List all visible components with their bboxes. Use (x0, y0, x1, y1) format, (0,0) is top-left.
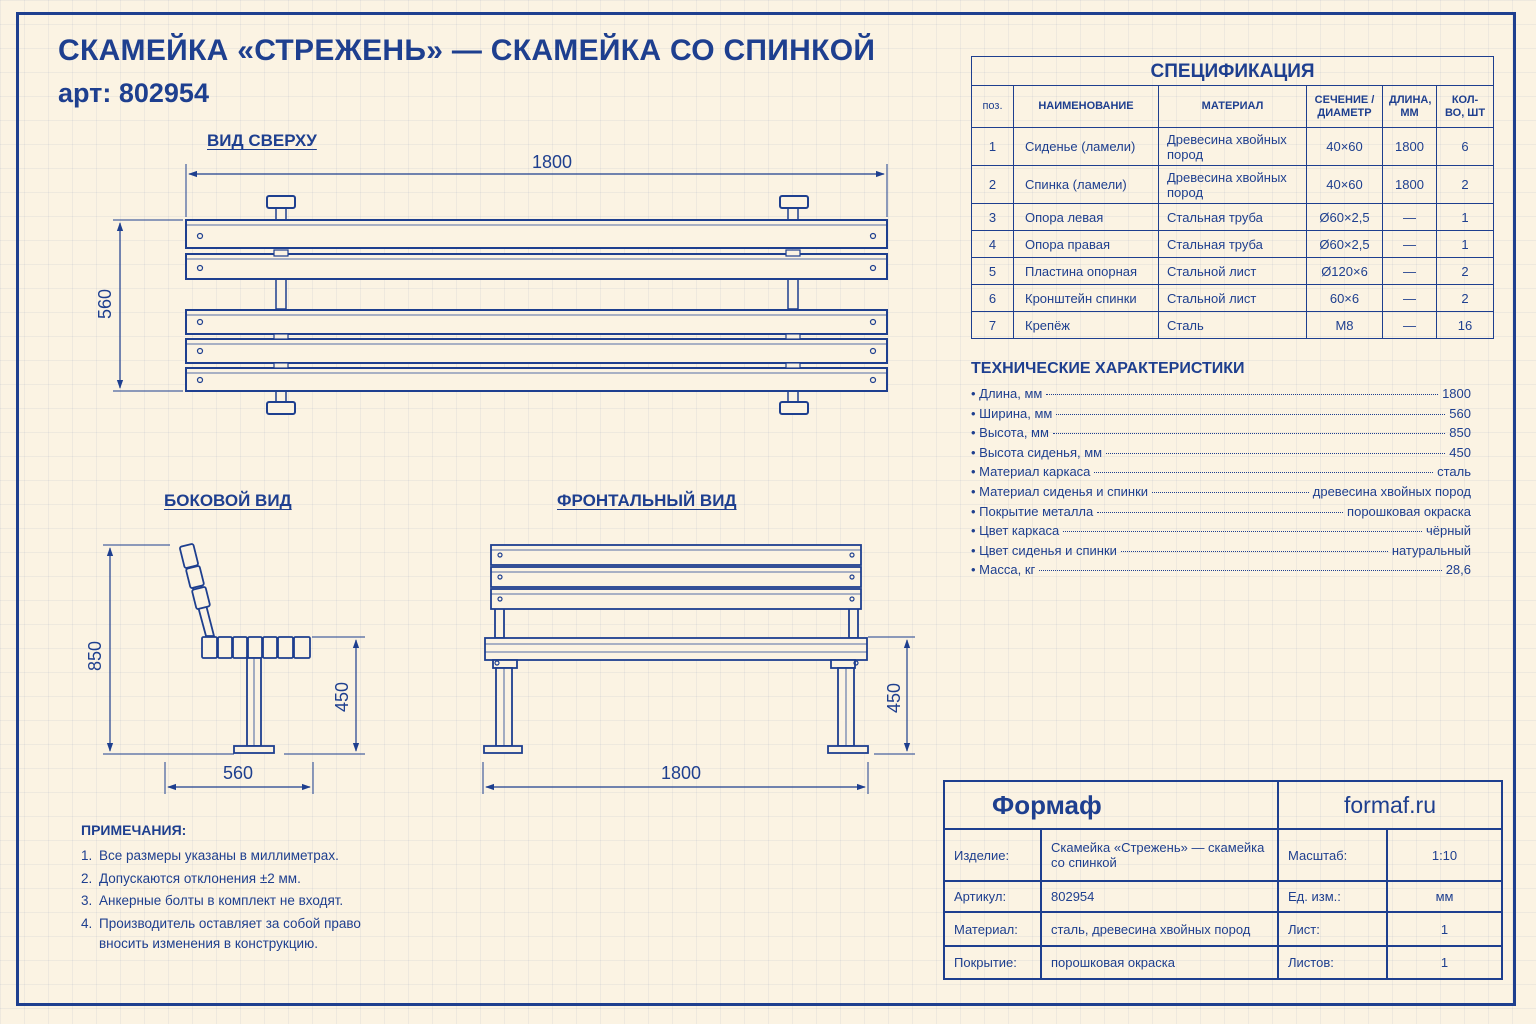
notes-list (81, 846, 401, 956)
tech-item-name: Ширина, мм (979, 405, 1053, 421)
spec-header-length: ДЛИНА, ММ (1383, 86, 1437, 128)
spec-length: — (1383, 204, 1437, 231)
spec-pos: 7 (972, 312, 1014, 339)
tech-item-value: 450 (1449, 444, 1471, 460)
spec-row (972, 231, 1494, 258)
tech-item-value: древесина хвойных пород (1312, 483, 1471, 499)
spec-caption: СПЕЦИФИКАЦИЯ (972, 57, 1494, 86)
tech-item: • Высота сиденья, мм 450 (971, 444, 1471, 460)
spec-row (972, 166, 1494, 204)
note-item (81, 846, 401, 866)
tech-item-name: Цвет сиденья и спинки (979, 542, 1117, 558)
side-view-seat-height-dim: 450 (332, 681, 352, 713)
spec-length: 1800 (1383, 128, 1437, 166)
sheets-value: 1 (1387, 946, 1502, 979)
spec-pos: 1 (972, 128, 1014, 166)
spec-header-pos: поз. (972, 86, 1014, 128)
spec-section: 40×60 (1307, 128, 1383, 166)
note-item (81, 891, 401, 911)
tech-item-value: 560 (1449, 405, 1471, 421)
spec-length: — (1383, 285, 1437, 312)
tech-item-value: 850 (1449, 425, 1471, 441)
spec-header-qty: КОЛ-ВО, ШТ (1437, 86, 1494, 128)
scale-value: 1:10 (1387, 829, 1502, 881)
spec-name: Опора правая (1014, 231, 1159, 258)
spec-length: 1800 (1383, 166, 1437, 204)
spec-row (972, 258, 1494, 285)
tech-item: • Материал сиденья и спинки древесина хвойных пород (971, 483, 1471, 499)
article-value: 802954 (1041, 881, 1278, 912)
top-view-label: ВИД СВЕРХУ (207, 131, 317, 150)
front-view (483, 545, 915, 794)
spec-pos: 2 (972, 166, 1014, 204)
material-value: сталь, древесина хвойных пород (1041, 912, 1278, 946)
spec-row (972, 285, 1494, 312)
top-view (113, 164, 887, 414)
tech-item: • Покрытие металла порошковая окраска (971, 503, 1471, 519)
spec-name: Пластина опорная (1014, 258, 1159, 285)
tech-item-value: порошковая окраска (1347, 503, 1471, 519)
website-link[interactable]: formaf.ru (1278, 781, 1502, 829)
spec-length: — (1383, 231, 1437, 258)
side-view (103, 544, 365, 794)
tech-item: • Материал каркаса сталь (971, 464, 1471, 480)
note-number: 4. (81, 915, 93, 931)
spec-header-row (972, 86, 1494, 128)
drawing-title: СКАМЕЙКА «СТРЕЖЕНЬ» — СКАМЕЙКА СО СПИНКОЙ (58, 34, 876, 67)
spec-material: Стальная труба (1159, 204, 1307, 231)
notes-heading: ПРИМЕЧАНИЯ: (81, 822, 187, 838)
tech-item-value: чёрный (1425, 523, 1471, 539)
spec-qty: 6 (1437, 128, 1494, 166)
front-view-length-dim: 1800 (660, 763, 702, 783)
title-block (943, 780, 1503, 980)
spec-pos: 4 (972, 231, 1014, 258)
tech-heading: ТЕХНИЧЕСКИЕ ХАРАКТЕРИСТИКИ (971, 360, 1245, 377)
tech-item: • Цвет сиденья и спинки натуральный (971, 542, 1471, 558)
unit-label: Ед. изм.: (1278, 881, 1387, 912)
spec-material: Древесина хвойных пород (1159, 128, 1307, 166)
tech-item-value: 1800 (1442, 386, 1471, 401)
tech-item-name: Покрытие металла (979, 503, 1094, 519)
note-text: Все размеры указаны в миллиметрах. (99, 848, 339, 863)
tech-item-value: натуральный (1391, 542, 1471, 558)
tech-item-name: Цвет каркаса (979, 523, 1060, 539)
scale-label: Масштаб: (1278, 829, 1387, 881)
side-view-depth-dim: 560 (222, 763, 254, 783)
top-view-width-dim: 560 (95, 288, 115, 320)
spec-length: — (1383, 312, 1437, 339)
spec-header-section: СЕЧЕНИЕ / ДИАМЕТР (1307, 86, 1383, 128)
tech-item-name: Высота, мм (979, 425, 1049, 441)
spec-qty: 16 (1437, 312, 1494, 339)
sheet-label: Лист: (1278, 912, 1387, 946)
spec-material: Древесина хвойных пород (1159, 166, 1307, 204)
spec-name: Опора левая (1014, 204, 1159, 231)
tech-item: • Масса, кг 28,6 (971, 562, 1471, 578)
tech-item: • Длина, мм 1800 (971, 386, 1471, 401)
spec-name: Спинка (ламели) (1014, 166, 1159, 204)
coating-value: порошковая окраска (1041, 946, 1278, 979)
spec-row (972, 204, 1494, 231)
front-view-label: ФРОНТАЛЬНЫЙ ВИД (557, 491, 737, 510)
note-item (81, 869, 401, 889)
spec-pos: 6 (972, 285, 1014, 312)
tech-item: • Высота, мм 850 (971, 425, 1471, 441)
spec-row (972, 312, 1494, 339)
tech-item-value: сталь (1437, 464, 1471, 480)
spec-name: Кронштейн спинки (1014, 285, 1159, 312)
spec-section: Ø60×2,5 (1307, 231, 1383, 258)
note-text: Анкерные болты в комплект не входят. (99, 893, 344, 908)
spec-qty: 1 (1437, 231, 1494, 258)
tech-item: • Ширина, мм 560 (971, 405, 1471, 421)
spec-section: Ø60×2,5 (1307, 204, 1383, 231)
note-number: 3. (81, 893, 93, 908)
spec-section: 40×60 (1307, 166, 1383, 204)
spec-pos: 5 (972, 258, 1014, 285)
tech-list (971, 386, 1471, 582)
spec-material: Стальной лист (1159, 285, 1307, 312)
unit-value: мм (1387, 881, 1502, 912)
note-number: 2. (81, 870, 93, 886)
note-text: Производитель оставляет за собой право вносить изменения в конструкцию. (99, 915, 361, 951)
spec-qty: 2 (1437, 285, 1494, 312)
brand-logo-text: Формаф (944, 781, 1278, 829)
tech-item-value: 28,6 (1445, 562, 1471, 578)
spec-header-material: МАТЕРИАЛ (1159, 86, 1307, 128)
spec-section: 60×6 (1307, 285, 1383, 312)
spec-material: Стальной лист (1159, 258, 1307, 285)
tech-item-name: Длина, мм (979, 386, 1043, 401)
note-item (81, 914, 401, 954)
spec-name: Сиденье (ламели) (1014, 128, 1159, 166)
tech-item-name: Материал сиденья и спинки (979, 483, 1149, 499)
spec-header-name: НАИМЕНОВАНИЕ (1014, 86, 1159, 128)
spec-name: Крепёж (1014, 312, 1159, 339)
product-value: Скамейка «Стрежень» — скамейка со спинкой (1041, 829, 1278, 881)
spec-pos: 3 (972, 204, 1014, 231)
spec-section: Ø120×6 (1307, 258, 1383, 285)
tech-item-name: Материал каркаса (979, 464, 1091, 480)
side-view-label: БОКОВОЙ ВИД (164, 491, 292, 510)
spec-material: Сталь (1159, 312, 1307, 339)
spec-length: — (1383, 258, 1437, 285)
side-view-height-dim: 850 (85, 640, 105, 672)
sheets-label: Листов: (1278, 946, 1387, 979)
sheet-value: 1 (1387, 912, 1502, 946)
note-text: Допускаются отклонения ±2 мм. (99, 870, 301, 886)
front-view-seat-height-dim: 450 (884, 682, 904, 714)
tech-item-name: Высота сиденья, мм (979, 444, 1103, 460)
product-label: Изделие: (944, 829, 1041, 881)
material-label: Материал: (944, 912, 1041, 946)
spec-qty: 2 (1437, 258, 1494, 285)
specification-table (971, 56, 1494, 339)
tech-item-name: Масса, кг (979, 562, 1036, 578)
top-view-length-dim: 1800 (531, 152, 573, 172)
tech-item: • Цвет каркаса чёрный (971, 523, 1471, 539)
article-label: Артикул: (944, 881, 1041, 912)
coating-label: Покрытие: (944, 946, 1041, 979)
spec-qty: 2 (1437, 166, 1494, 204)
article-number: арт: 802954 (58, 78, 209, 108)
spec-material: Стальная труба (1159, 231, 1307, 258)
spec-row (972, 128, 1494, 166)
spec-section: M8 (1307, 312, 1383, 339)
note-number: 1. (81, 848, 93, 863)
spec-qty: 1 (1437, 204, 1494, 231)
